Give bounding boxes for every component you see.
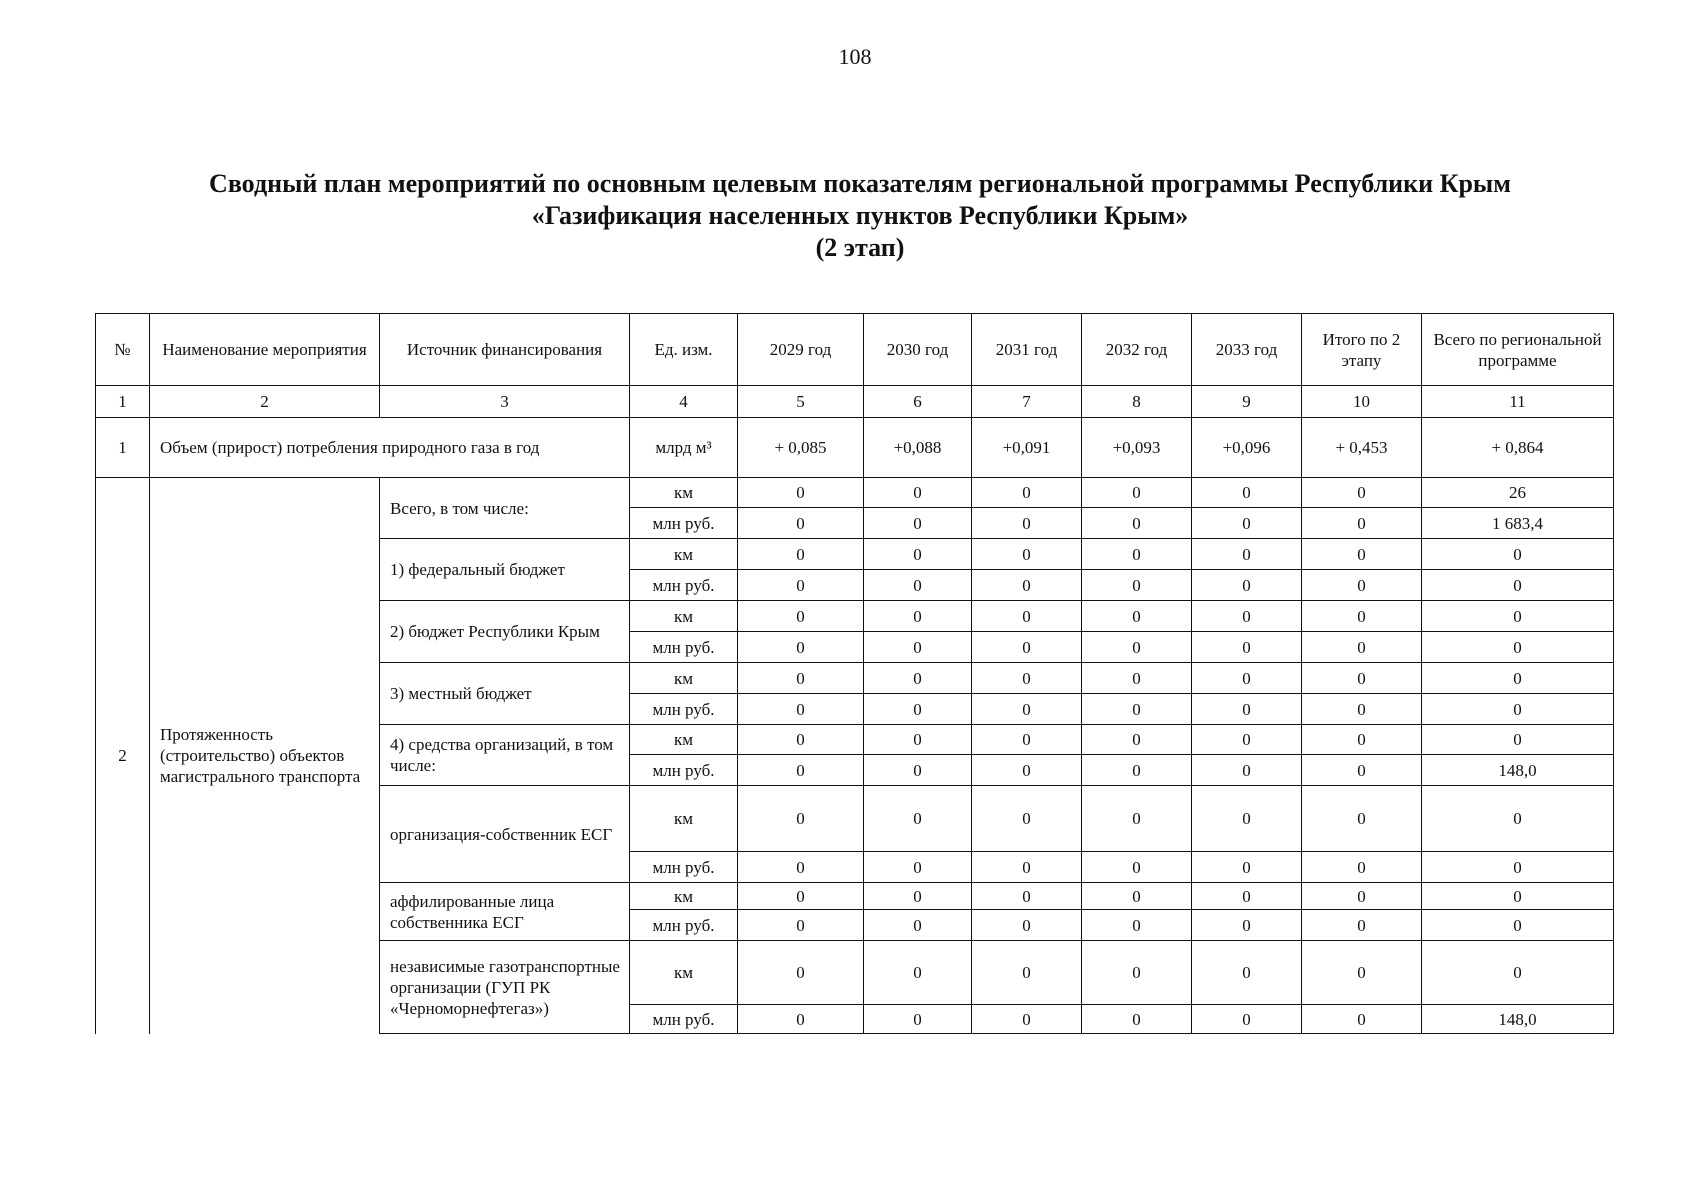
- value-cell: 0: [864, 852, 972, 883]
- value-cell: 0: [1192, 663, 1302, 694]
- value-cell: 0: [864, 883, 972, 910]
- value-cell: 0: [738, 1005, 864, 1034]
- unit-cell: млн руб.: [630, 755, 738, 786]
- financing-source: 1) федеральный бюджет: [380, 539, 630, 601]
- value-cell: 0: [972, 883, 1082, 910]
- value-cell: 0: [864, 786, 972, 852]
- value-cell: 0: [972, 539, 1082, 570]
- value-cell: 0: [738, 478, 864, 508]
- value-cell: 0: [1302, 941, 1422, 1005]
- value-cell: 148,0: [1422, 1005, 1614, 1034]
- unit-cell: млн руб.: [630, 852, 738, 883]
- page-number: 108: [838, 44, 872, 69]
- value-cell: 26: [1422, 478, 1614, 508]
- financing-source: независимые газотранспортные организации (ГУП РК «Черноморнефтегаз»): [380, 941, 630, 1034]
- value-cell: 0: [1192, 508, 1302, 539]
- value-cell: 0: [1082, 478, 1192, 508]
- value-cell: 0: [1082, 663, 1192, 694]
- value-cell: 0: [1192, 852, 1302, 883]
- value-cell: 0: [1192, 1005, 1302, 1034]
- column-number: 8: [1082, 386, 1192, 418]
- value-cell: 0: [864, 539, 972, 570]
- column-number: 7: [972, 386, 1082, 418]
- column-number: 6: [864, 386, 972, 418]
- value-cell: 0: [1302, 725, 1422, 755]
- value-cell: 0: [1302, 601, 1422, 632]
- value-cell: 0: [864, 725, 972, 755]
- unit-value: млрд м³: [655, 438, 712, 457]
- value-cell: 0: [1302, 632, 1422, 663]
- value-cell: +0,096: [1192, 418, 1302, 478]
- value-cell: 0: [1082, 601, 1192, 632]
- value-cell: 0: [1302, 478, 1422, 508]
- value-cell: 0: [738, 786, 864, 852]
- value-cell: 0: [1082, 1005, 1192, 1034]
- unit-cell: млн руб.: [630, 508, 738, 539]
- value-cell: 0: [972, 570, 1082, 601]
- unit-cell: млн руб.: [630, 694, 738, 725]
- header-cell: Итого по 2 этапу: [1302, 314, 1422, 386]
- value-cell: 0: [1302, 508, 1422, 539]
- column-number: 11: [1422, 386, 1614, 418]
- title-line-3: (2 этап): [815, 233, 905, 262]
- summary-table: [95, 313, 1614, 1034]
- unit-cell: млн руб.: [630, 570, 738, 601]
- value-cell: 0: [1422, 570, 1614, 601]
- row2-group: [96, 478, 1614, 1034]
- value-cell: 0: [738, 852, 864, 883]
- value-cell: 0: [1192, 694, 1302, 725]
- value-cell: +0,093: [1082, 418, 1192, 478]
- value-cell: 0: [738, 910, 864, 941]
- value-cell: 0: [1082, 852, 1192, 883]
- value-cell: 0: [864, 632, 972, 663]
- value-cell: 0: [1302, 694, 1422, 725]
- unit-cell: км: [630, 539, 738, 570]
- title-line-2: «Газификация населенных пунктов Республики Крым»: [531, 201, 1189, 230]
- value-cell: 0: [1082, 725, 1192, 755]
- value-cell: 0: [738, 508, 864, 539]
- value-cell: 0: [738, 663, 864, 694]
- row-number: 1: [96, 418, 150, 478]
- value-cell: +0,091: [972, 418, 1082, 478]
- value-cell: 0: [972, 508, 1082, 539]
- unit-cell: км: [630, 663, 738, 694]
- financing-source: организация-собственник ЕСГ: [380, 786, 630, 883]
- value-cell: 0: [738, 755, 864, 786]
- value-cell: 0: [1422, 852, 1614, 883]
- value-cell: 0: [1082, 941, 1192, 1005]
- value-cell: 0: [1192, 910, 1302, 941]
- value-cell: 0: [1192, 883, 1302, 910]
- column-number: 3: [380, 386, 630, 418]
- title-line-1: Сводный план мероприятий по основным целевым показателям региональной программы Республики Крым: [209, 169, 1511, 198]
- header-cell: Ед. изм.: [630, 314, 738, 386]
- value-cell: 0: [1082, 508, 1192, 539]
- value-cell: 0: [1302, 786, 1422, 852]
- measure-name: Протяженность (строительство) объектов магистрального транспорта: [150, 478, 380, 1034]
- value-cell: 0: [1302, 1005, 1422, 1034]
- value-cell: 0: [1422, 663, 1614, 694]
- unit-cell: км: [630, 941, 738, 1005]
- column-number: 5: [738, 386, 864, 418]
- value-cell: 0: [864, 755, 972, 786]
- value-cell: + 0,085: [738, 418, 864, 478]
- value-cell: 0: [738, 570, 864, 601]
- value-cell: 0: [1082, 632, 1192, 663]
- column-number-row: [96, 386, 1614, 418]
- value-cell: 0: [1302, 883, 1422, 910]
- financing-source: 3) местный бюджет: [380, 663, 630, 725]
- column-number: 9: [1192, 386, 1302, 418]
- value-cell: 0: [972, 632, 1082, 663]
- table-row: [96, 418, 1614, 478]
- value-cell: 0: [1302, 539, 1422, 570]
- value-cell: 0: [738, 941, 864, 1005]
- value-cell: 0: [1192, 478, 1302, 508]
- value-cell: 0: [1192, 755, 1302, 786]
- value-cell: 0: [1192, 786, 1302, 852]
- value-cell: 0: [738, 632, 864, 663]
- value-cell: 0: [972, 694, 1082, 725]
- header-cell: №: [96, 314, 150, 386]
- header-cell: 2030 год: [864, 314, 972, 386]
- unit-cell: км: [630, 601, 738, 632]
- value-cell: 0: [1082, 694, 1192, 725]
- value-cell: 0: [972, 786, 1082, 852]
- row-number: 2: [96, 478, 150, 1034]
- value-cell: 0: [972, 852, 1082, 883]
- value-cell: 0: [864, 694, 972, 725]
- value-cell: 0: [972, 601, 1082, 632]
- value-cell: 0: [738, 883, 864, 910]
- value-cell: 0: [1192, 941, 1302, 1005]
- unit-cell: км: [630, 478, 738, 508]
- unit-cell: млн руб.: [630, 910, 738, 941]
- value-cell: 0: [1082, 755, 1192, 786]
- value-cell: 0: [1422, 632, 1614, 663]
- value-cell: 0: [972, 1005, 1082, 1034]
- value-cell: 0: [1422, 539, 1614, 570]
- value-cell: 0: [1422, 786, 1614, 852]
- value-cell: +0,088: [864, 418, 972, 478]
- header-cell: Наименование мероприятия: [150, 314, 380, 386]
- value-cell: 0: [1082, 539, 1192, 570]
- value-cell: 0: [1192, 632, 1302, 663]
- value-cell: 0: [738, 539, 864, 570]
- header-cell: Источник финансирования: [380, 314, 630, 386]
- value-cell: 0: [864, 910, 972, 941]
- value-cell: 0: [1302, 852, 1422, 883]
- column-number: 1: [96, 386, 150, 418]
- value-cell: 0: [864, 478, 972, 508]
- value-cell: 0: [864, 570, 972, 601]
- financing-source: Всего, в том числе:: [380, 478, 630, 539]
- header-row: [96, 314, 1614, 386]
- value-cell: 1 683,4: [1422, 508, 1614, 539]
- value-cell: 0: [1082, 883, 1192, 910]
- financing-source: 2) бюджет Республики Крым: [380, 601, 630, 663]
- value-cell: 0: [864, 601, 972, 632]
- value-cell: 0: [1192, 570, 1302, 601]
- unit-cell: км: [630, 883, 738, 910]
- column-number: 4: [630, 386, 738, 418]
- unit-cell: млн руб.: [630, 1005, 738, 1034]
- value-cell: 0: [738, 725, 864, 755]
- header-cell: 2033 год: [1192, 314, 1302, 386]
- unit-cell: [630, 418, 738, 478]
- value-cell: 0: [1422, 601, 1614, 632]
- value-cell: 148,0: [1422, 755, 1614, 786]
- value-cell: 0: [972, 478, 1082, 508]
- value-cell: 0: [738, 694, 864, 725]
- value-cell: 0: [972, 910, 1082, 941]
- value-cell: 0: [738, 601, 864, 632]
- column-number: 10: [1302, 386, 1422, 418]
- header-cell: 2029 год: [738, 314, 864, 386]
- value-cell: 0: [972, 755, 1082, 786]
- value-cell: 0: [972, 663, 1082, 694]
- value-cell: 0: [972, 941, 1082, 1005]
- value-cell: 0: [1422, 725, 1614, 755]
- value-cell: 0: [1082, 786, 1192, 852]
- value-cell: 0: [864, 663, 972, 694]
- value-cell: + 0,453: [1302, 418, 1422, 478]
- value-cell: 0: [864, 1005, 972, 1034]
- value-cell: 0: [1082, 910, 1192, 941]
- value-cell: 0: [1192, 725, 1302, 755]
- unit-cell: км: [630, 786, 738, 852]
- value-cell: 0: [1422, 883, 1614, 910]
- value-cell: 0: [864, 941, 972, 1005]
- document-title: [60, 168, 1660, 264]
- value-cell: 0: [1302, 570, 1422, 601]
- value-cell: + 0,864: [1422, 418, 1614, 478]
- value-cell: 0: [1422, 910, 1614, 941]
- value-cell: 0: [1192, 601, 1302, 632]
- header-cell: Всего по региональной программе: [1422, 314, 1614, 386]
- financing-source: 4) средства организаций, в том числе:: [380, 725, 630, 786]
- value-cell: 0: [1302, 663, 1422, 694]
- unit-cell: км: [630, 725, 738, 755]
- value-cell: 0: [1422, 941, 1614, 1005]
- value-cell: 0: [1422, 694, 1614, 725]
- column-number: 2: [150, 386, 380, 418]
- value-cell: 0: [1082, 570, 1192, 601]
- value-cell: 0: [972, 725, 1082, 755]
- value-cell: 0: [1302, 910, 1422, 941]
- value-cell: 0: [864, 508, 972, 539]
- header-cell: 2031 год: [972, 314, 1082, 386]
- table-row: [96, 478, 1614, 508]
- header-cell: 2032 год: [1082, 314, 1192, 386]
- value-cell: 0: [1192, 539, 1302, 570]
- financing-source: аффилированные лица собственника ЕСГ: [380, 883, 630, 941]
- value-cell: 0: [1302, 755, 1422, 786]
- measure-name: Объем (прирост) потребления природного газа в год: [150, 418, 630, 478]
- unit-cell: млн руб.: [630, 632, 738, 663]
